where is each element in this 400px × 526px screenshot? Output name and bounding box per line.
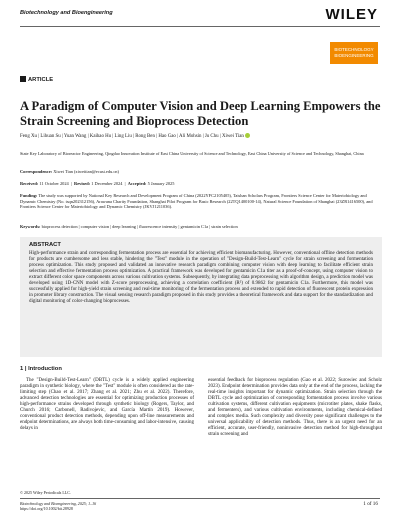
page-number: 1 of 16 bbox=[363, 501, 378, 507]
keywords-text: bioprocess detection | computer vision | deep learning | fluorescence intensity | gentamicin C1a | strain selection bbox=[40, 224, 238, 229]
intro-right-column: essential feedback for bioprocess regulation (Gao et al. 2022; Surowiec and Scholz 2023). Endpoint determination provides data only at the end of the process, lacking the real-time insights important for dynamic optimization. Strain selection through the DBTL cycle and optimization of corresponding formentation process involve various cultivation systems, different cultivation equipments (microtiter plates, shake flasks, and fermenters), and various cultivation environments, including chemical-defined and complex media. Such complexity and diversity pose significant challenges to the universal applicability of detection methods. Thus, there is an urgent need for an efficient, accurate, user-friendly, noninvasive detection method for high-throughput strain screening and bbox=[208, 378, 382, 437]
revised-label: Revised: bbox=[74, 181, 91, 186]
correspondence-email[interactable]: Xiwei Tian (xiweitian@ecust.edu.cn) bbox=[52, 169, 119, 174]
article-type-label: ARTICLE bbox=[28, 77, 54, 83]
abstract-heading: ABSTRACT bbox=[29, 242, 61, 248]
authors-text: Feng Xu | Lihuan Su | Yuan Wang | Kaihao Hu | Ling Liu | Rong Ben | Hao Gao | Ali Mohsin | Ju Chu | Xiwei Tian bbox=[20, 134, 244, 139]
received-date: 11 October 2024 bbox=[38, 181, 69, 186]
funding-label: Funding: bbox=[20, 193, 38, 198]
correspondence-label: Correspondence: bbox=[20, 169, 53, 174]
section-heading: 1 | Introduction bbox=[20, 366, 62, 372]
funding bbox=[20, 193, 382, 210]
keywords-label: Keywords: bbox=[20, 224, 41, 229]
orcid-icon[interactable] bbox=[245, 133, 250, 138]
article-tag-marker bbox=[20, 76, 26, 82]
intro-left-column: The "Design-Build-Test-Learn" (DBTL) cycle is a widely applied engineering paradigm in synthetic biology, where the "Test" module is often considered as the rate-limiting step (Chao et al. 2017; Zhang et al. 2021; Zhu et al. 2022). Therefore, advanced detection technologies are essential for optimizing production processes of high-performance strains developed through synthetic biology (Rogers, Taylor, and Church 2016; Carbonell, Radivojevic, and García Martín 2019). However, conventional product detection methods, depending upon off-line measurements and endpoint determinations, are always both time-consuming and labor-intensive, causing delays in bbox=[20, 378, 194, 431]
correspondence bbox=[20, 169, 382, 175]
author-list bbox=[20, 133, 382, 140]
article-type bbox=[20, 76, 53, 83]
journal-name: Biotechnology and Bioengineering bbox=[20, 10, 113, 16]
publisher-logo: WILEY bbox=[325, 6, 378, 23]
keywords bbox=[20, 224, 382, 230]
doi-link[interactable]: https://doi.org/10.1002/bit.28928 bbox=[20, 506, 73, 512]
copyright: © 2025 Wiley Periodicals LLC. bbox=[20, 490, 71, 495]
citation-text: Biotechnology and Bioengineering, 2025; 1–16 bbox=[20, 501, 97, 506]
abstract-box bbox=[20, 237, 382, 357]
accepted-label: Accepted: bbox=[127, 181, 147, 186]
revised-date: 1 December 2024 bbox=[90, 181, 123, 186]
footer-rule bbox=[20, 498, 380, 499]
article-title: A Paradigm of Computer Vision and Deep Learning Empowers the Strain Screening and Bioprocess Detection bbox=[20, 99, 381, 128]
funding-text: The study was supported by National Key Research and Development Program of China (2022YFC2105405), Taishan Scholars Program, Frontiers Science Center for Materiobiology and Dynamic Chemistry (No. tsqn202312156), Arawana Charity Foundation, Shanghai Pilot Program for Basic Research (22TQ1400100-14), Natural Science Foundation of Shanghai (23ZR1416500), and Frontiers Science Center for Materiobiology and Dynamic Chemistry (JKVJ1211036). bbox=[20, 193, 373, 210]
affiliation: State Key Laboratory of Bioreactor Engineering, Qingdao Innovation Institute of East China University of Science and Technology, East China University of Science and Technology, Shanghai, China bbox=[20, 151, 364, 156]
accepted-date: 5 January 2025 bbox=[146, 181, 175, 186]
footer-citation bbox=[20, 501, 96, 511]
header-rule bbox=[20, 26, 380, 27]
journal-badge-logo: BIOTECHNOLOGY BIOENGINEERING bbox=[330, 42, 378, 64]
received-label: Received: bbox=[20, 181, 39, 186]
article-dates: Received: 11 October 2024 | Revised: 1 December 2024 | Accepted: 5 January 2025 bbox=[20, 181, 175, 186]
abstract-text: High-performance strain and corresponding fermentation process are essential for achieving efficient biomanufacturing. However, conventional offline detection methods for products are cumbersome and less stable, hindering the "Test" module in the operation of "Design-Build-Test-Learn" cycle for strain screening and formentation process optimization. This study proposed and validated an innovative research paradigm combining computer vision with deep learning to facilitate efficient strain selection and effective fermentation process optimization. A practical framework was developed for gentamicin C1a titer as a proof-of-concept, using computer vision to extract different color space components across various cultivation systems. Subsequently, by integrating data preprocessing with algorithm design, a prediction model was developed using 1D-CNN model with Z-score preprocessing, achieving a correlation coefficient (R²) of 0.9862 for gentamicin C1a. Furthermore, this model was successfully applied for high-yield strain screening and real-time monitoring of the fermentation process and extended to rapid detection of fluorescent protein expression in promoter library construction. The visual sensing research paradigm proposed in this study provides a theoretical framework and data support for the standardization and digital monitoring of color-changing bioprocesses. bbox=[29, 251, 373, 304]
